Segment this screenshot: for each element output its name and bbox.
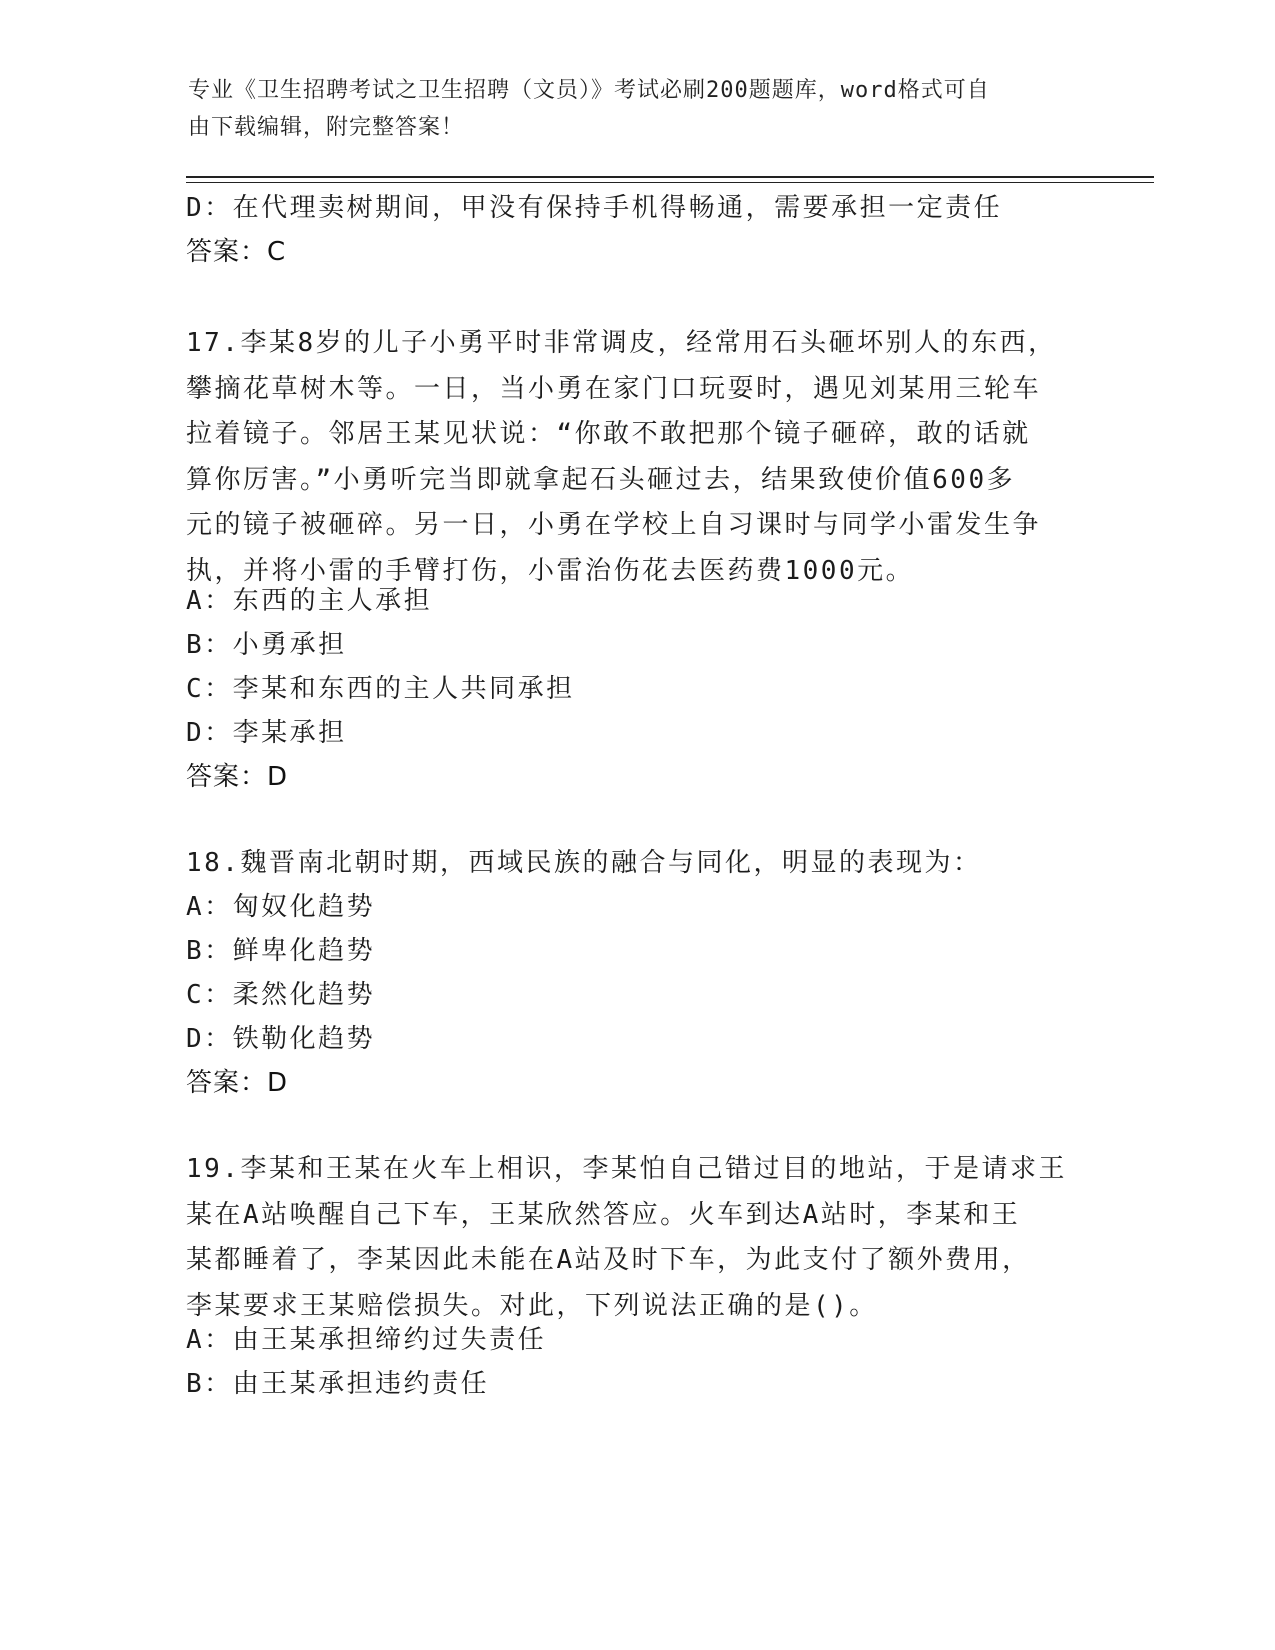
question-18-option-d: D：铁勒化趋势: [186, 1024, 376, 1054]
question-17-stem-line: 执，并将小雷的手臂打伤，小雷治伤花去医药费1000元。: [186, 555, 915, 586]
question-19-stem-line: 19.李某和王某在火车上相识，李某怕自己错过目的地站，于是请求王: [186, 1154, 1067, 1184]
header-rule-thick: [186, 176, 1154, 178]
prev-answer: 答案：C: [186, 237, 287, 267]
question-17-stem-line: 17.李某8岁的儿子小勇平时非常调皮，经常用石头砸坏别人的东西，: [186, 328, 1057, 358]
question-18-option-b: B：鲜卑化趋势: [186, 936, 376, 966]
question-19-option-a: A：由王某承担缔约过失责任: [186, 1325, 547, 1355]
question-19-stem-line: 某在A站唤醒自己下车，王某欣然答应。火车到达A站时，李某和王: [186, 1199, 1021, 1230]
question-17-option-b: B：小勇承担: [186, 630, 347, 660]
question-17-option-d: D：李某承担: [186, 718, 347, 748]
question-19-stem-line: 李某要求王某赔偿损失。对此，下列说法正确的是()。: [186, 1290, 878, 1321]
question-17-stem: [186, 321, 1106, 594]
question-18-answer: 答案：D: [186, 1068, 289, 1098]
question-17-stem-line: 攀摘花草树木等。一日，当小勇在家门口玩耍时，遇见刘某用三轮车: [186, 373, 1042, 404]
question-18-option-a: A：匈奴化趋势: [186, 892, 376, 922]
question-17: [186, 321, 1106, 594]
question-17-option-c: C：李某和东西的主人共同承担: [186, 674, 575, 704]
header-line-1: 专业《卫生招聘考试之卫生招聘（文员）》考试必刷200题题库，word格式可自: [188, 78, 990, 103]
question-17-option-a: A：东西的主人承担: [186, 586, 433, 616]
question-17-answer: 答案：D: [186, 762, 289, 792]
prev-option-d: D：在代理卖树期间，甲没有保持手机得畅通，需要承担一定责任: [186, 193, 1003, 223]
question-17-stem-line: 拉着镜子。邻居王某见状说：“你敢不敢把那个镜子砸碎，敢的话就: [186, 419, 1031, 449]
question-19: [186, 1147, 1106, 1329]
question-19-option-b: B：由王某承担违约责任: [186, 1369, 490, 1399]
question-19-stem-line: 某都睡着了，李某因此未能在A站及时下车，为此支付了额外费用，: [186, 1245, 1031, 1275]
question-18-option-c: C：柔然化趋势: [186, 980, 376, 1010]
question-17-stem-line: 算你厉害。”小勇听完当即就拿起石头砸过去，结果致使价值600多: [186, 464, 1016, 495]
question-18-stem: 18.魏晋南北朝时期，西域民族的融合与同化，明显的表现为：: [186, 848, 982, 878]
header-line-2: 由下载编辑，附完整答案！: [188, 115, 465, 140]
question-17-stem-line: 元的镜子被砸碎。另一日，小勇在学校上自习课时与同学小雷发生争: [186, 510, 1042, 540]
page-header: [188, 72, 1088, 146]
header-rule-thin: [186, 182, 1154, 183]
question-19-stem: [186, 1147, 1106, 1329]
